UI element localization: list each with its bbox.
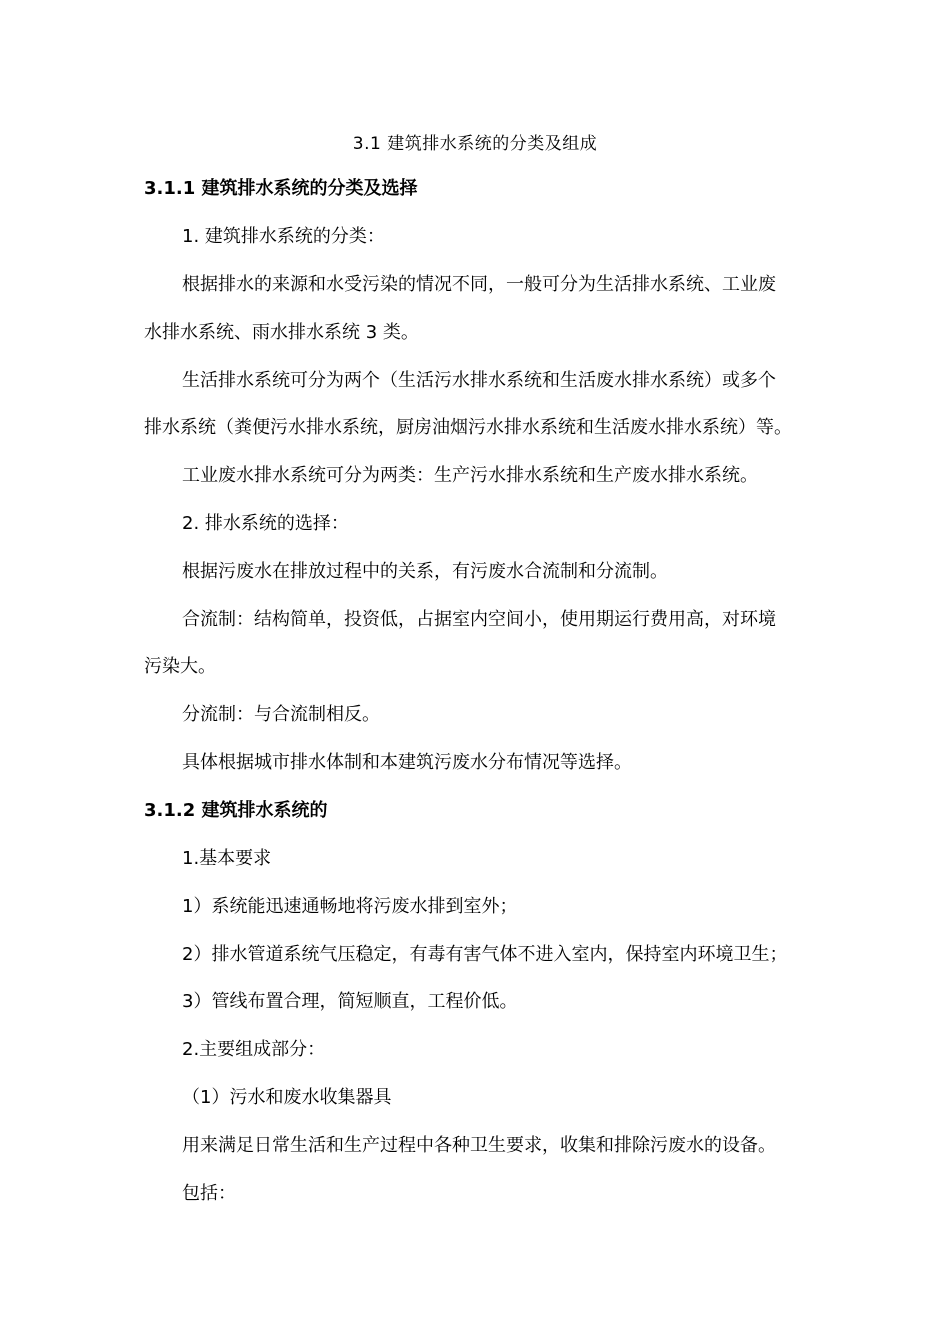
- list-item: 2）排水管道系统气压稳定，有毒有害气体不进入室内，保持室内环境卫生；: [182, 944, 788, 965]
- list-item: 3）管线布置合理，简短顺直，工程价低。: [182, 991, 518, 1012]
- paragraph-line: 生活排水系统可分为两个（生活污水排水系统和生活废水排水系统）或多个: [182, 370, 776, 391]
- paragraph-line: 污染大。: [144, 656, 216, 677]
- section-heading-3-1-1: 3.1.1 建筑排水系统的分类及选择: [144, 178, 418, 199]
- paragraph-line: 工业废水排水系统可分为两类：生产污水排水系统和生产废水排水系统。: [182, 465, 758, 486]
- section-heading-3-1-2: 3.1.2 建筑排水系统的: [144, 800, 328, 821]
- paragraph-line: 2.主要组成部分：: [182, 1039, 326, 1060]
- paragraph-line: 排水系统（粪便污水排水系统，厨房油烟污水排水系统和生活废水排水系统）等。: [144, 417, 792, 438]
- paragraph-line: 根据污废水在排放过程中的关系，有污废水合流制和分流制。: [182, 561, 668, 582]
- paragraph-line: 1.基本要求: [182, 848, 272, 869]
- paragraph-line: 分流制：与合流制相反。: [182, 704, 380, 725]
- paragraph-line: 用来满足日常生活和生产过程中各种卫生要求，收集和排除污废水的设备。: [182, 1135, 776, 1156]
- document-title: 3.1 建筑排水系统的分类及组成: [352, 134, 598, 154]
- list-item: （1）污水和废水收集器具: [182, 1087, 392, 1108]
- paragraph-line: 根据排水的来源和水受污染的情况不同，一般可分为生活排水系统、工业废: [182, 274, 776, 295]
- paragraph-line: 1. 建筑排水系统的分类：: [182, 226, 385, 247]
- paragraph-line: 水排水系统、雨水排水系统 3 类。: [144, 322, 419, 343]
- paragraph-line: 合流制：结构简单，投资低，占据室内空间小，使用期运行费用高，对环境: [182, 609, 776, 630]
- paragraph-line: 具体根据城市排水体制和本建筑污废水分布情况等选择。: [182, 752, 632, 773]
- paragraph-line: 2. 排水系统的选择：: [182, 513, 349, 534]
- paragraph-line: 包括：: [182, 1183, 236, 1204]
- list-item: 1）系统能迅速通畅地将污废水排到室外；: [182, 896, 518, 917]
